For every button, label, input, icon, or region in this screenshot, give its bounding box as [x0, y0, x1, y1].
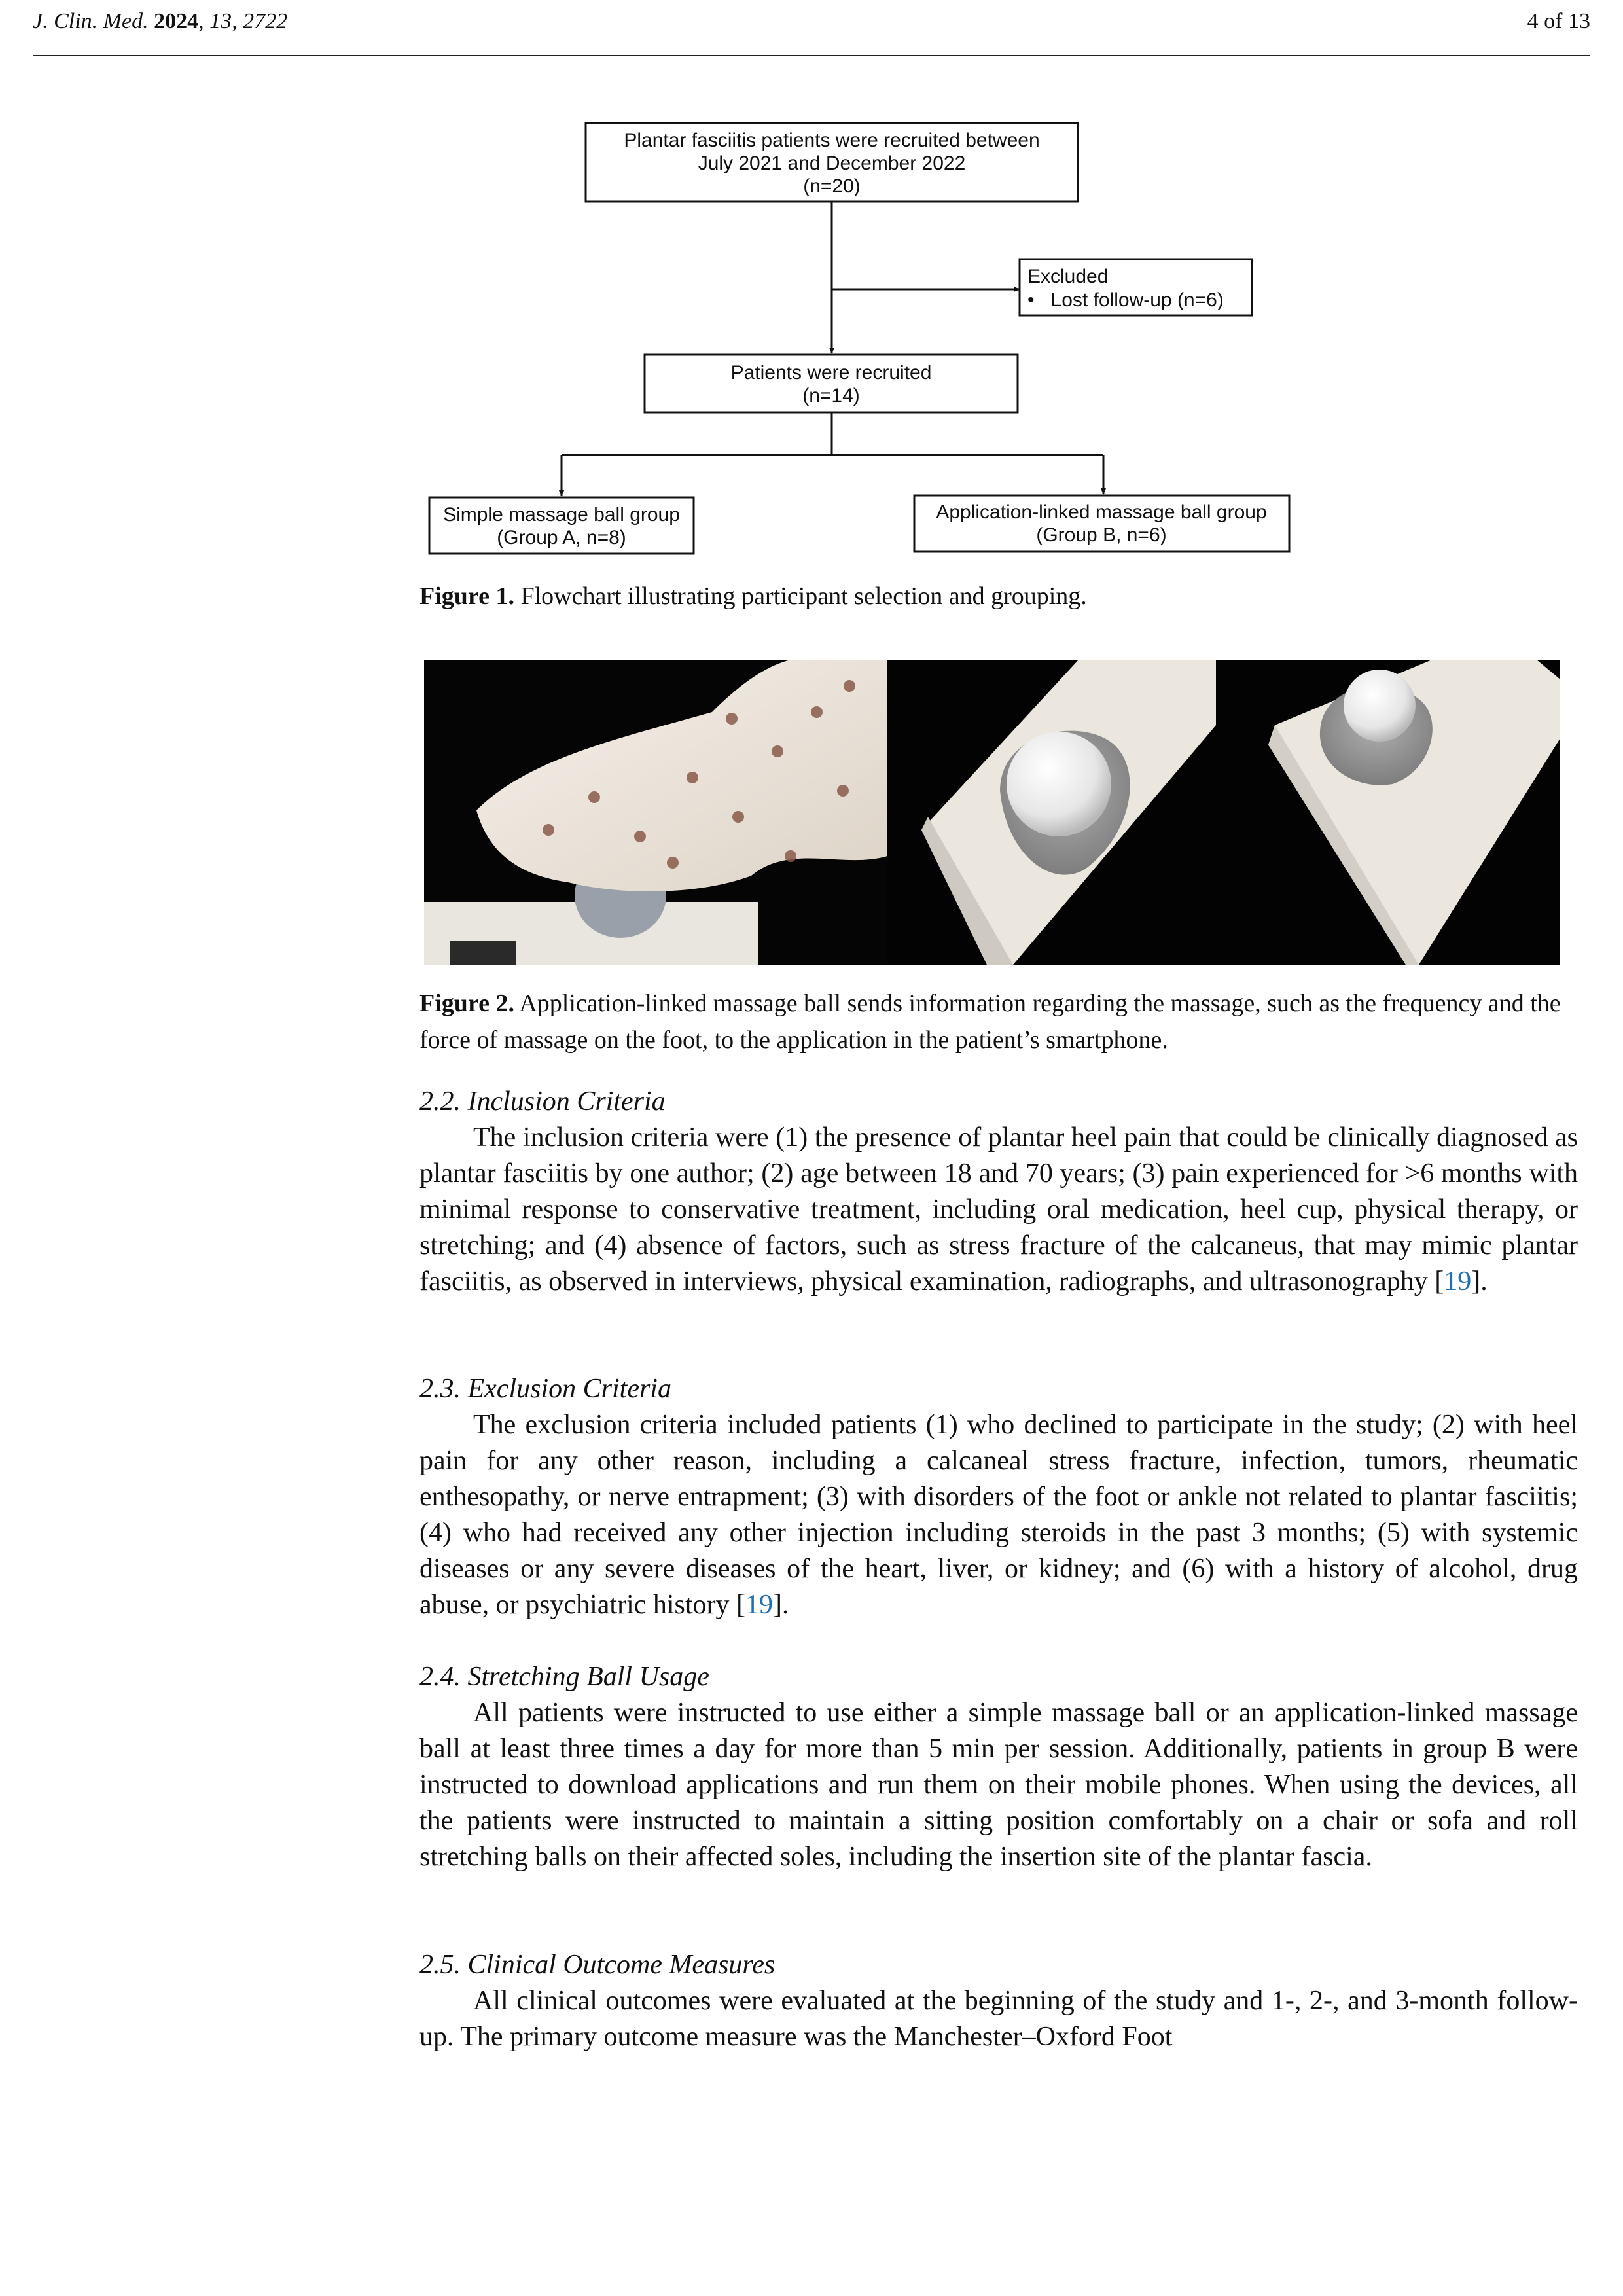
citation-19-inclusion[interactable]: 19 — [1444, 1266, 1472, 1297]
figure-2-label: Figure 2. — [419, 990, 514, 1017]
inclusion-end: ]. — [1471, 1266, 1488, 1297]
section-title-exclusion: 2.3. Exclusion Criteria — [419, 1374, 671, 1404]
text-recruited-between-2: July 2021 and December 2022 — [698, 152, 966, 174]
text-group-b-1: Application-linked massage ball group — [936, 501, 1267, 523]
figure-1-label: Figure 1. — [419, 583, 514, 610]
section-inclusion-criteria — [419, 1084, 1578, 1300]
citation-19-exclusion[interactable]: 19 — [745, 1590, 774, 1620]
page-number: 4 of 13 — [1527, 9, 1590, 33]
text-group-a-2: (Group A, n=8) — [497, 527, 626, 548]
paragraph-inclusion — [419, 1120, 1578, 1300]
massage-ball-devices-photo — [887, 660, 1560, 965]
journal-year: 2024 — [154, 9, 199, 33]
section-clinical-outcome-measures — [419, 1947, 1578, 2055]
figure-2-caption-text: Application-linked massage ball sends information regarding the massage, such as the frequency and the force of massage on the foot, to the application in the patient’s smartphone. — [419, 990, 1561, 1054]
exclusion-text: The exclusion criteria included patients (1) who declined to participate in the study; (2) with heel pain for any other reason, including a calcaneal stress fracture, infection, tumors, rheumatic enthesopathy, or nerve entrapment; (3) with disorders of the foot or ankle not related to plantar fasciitis; (4) who had received any other injection including steroids in the past 3 months; (5) with systemic diseases or any severe diseases of the heart, liver, or kidney; and (6) with a history of alcohol, drug abuse, or psychiatric history [ — [419, 1410, 1578, 1620]
paragraph-stretching: All patients were instructed to use either a simple massage ball or an application-linked massage ball at least three times a day for more than 5 min per session. Additionally, patients in group B were instructed to download applications and run them on their mobile phones. When using the devices, all the patients were instructed to maintain a sitting position comfortably on a chair or sofa and roll stretching balls on their affected soles, including the insertion site of the plantar fascia. — [419, 1698, 1578, 1872]
paragraph-outcome: All clinical outcomes were evaluated at the beginning of the study and 1-, 2-, and 3-month follow-up. The primary outcome measure was the Manchester–Oxford Foot — [419, 1986, 1578, 2052]
section-title-stretching: 2.4. Stretching Ball Usage — [419, 1662, 709, 1692]
figure-1-caption — [419, 578, 1578, 615]
exclusion-end: ]. — [773, 1590, 789, 1620]
paragraph-exclusion — [419, 1407, 1578, 1623]
section-stretching-ball-usage — [419, 1659, 1578, 1875]
journal-volume: , 13, 2722 — [198, 9, 288, 33]
foot-on-device-photo — [424, 660, 887, 965]
figure-1-flowchart — [0, 0, 1623, 576]
section-exclusion-criteria — [419, 1371, 1578, 1623]
text-excluded-2: • Lost follow-up (n=6) — [1027, 289, 1224, 311]
text-patients-recruited-1: Patients were recruited — [730, 362, 932, 384]
text-group-b-2: (Group B, n=6) — [1036, 524, 1167, 546]
text-recruited-between-3: (n=20) — [803, 175, 861, 197]
figure-1-caption-text: Flowchart illustrating participant selection and grouping. — [514, 583, 1087, 610]
text-recruited-between-1: Plantar fasciitis patients were recruited between — [624, 130, 1040, 151]
text-group-a-1: Simple massage ball group — [443, 504, 680, 526]
journal-abbrev: J. Clin. Med. — [33, 9, 149, 33]
figure-2-photo — [424, 660, 1560, 965]
section-title-inclusion: 2.2. Inclusion Criteria — [419, 1086, 666, 1117]
text-patients-recruited-2: (n=14) — [802, 385, 860, 406]
text-excluded-1: Excluded — [1027, 266, 1109, 287]
section-title-outcome: 2.5. Clinical Outcome Measures — [419, 1950, 776, 1980]
inclusion-text: The inclusion criteria were (1) the presence of plantar heel pain that could be clinically diagnosed as plantar fasciitis by one author; (2) age between 18 and 70 years; (3) pain experienced for >6 months with minimal response to conservative treatment, including oral medication, heel cup, physical therapy, or stretching; and (4) absence of factors, such as stress fracture of the calcaneus, that may mimic plantar fasciitis, as observed in interviews, physical examination, radiographs, and ultrasonography [ — [419, 1122, 1578, 1297]
figure-2-caption — [419, 985, 1578, 1058]
